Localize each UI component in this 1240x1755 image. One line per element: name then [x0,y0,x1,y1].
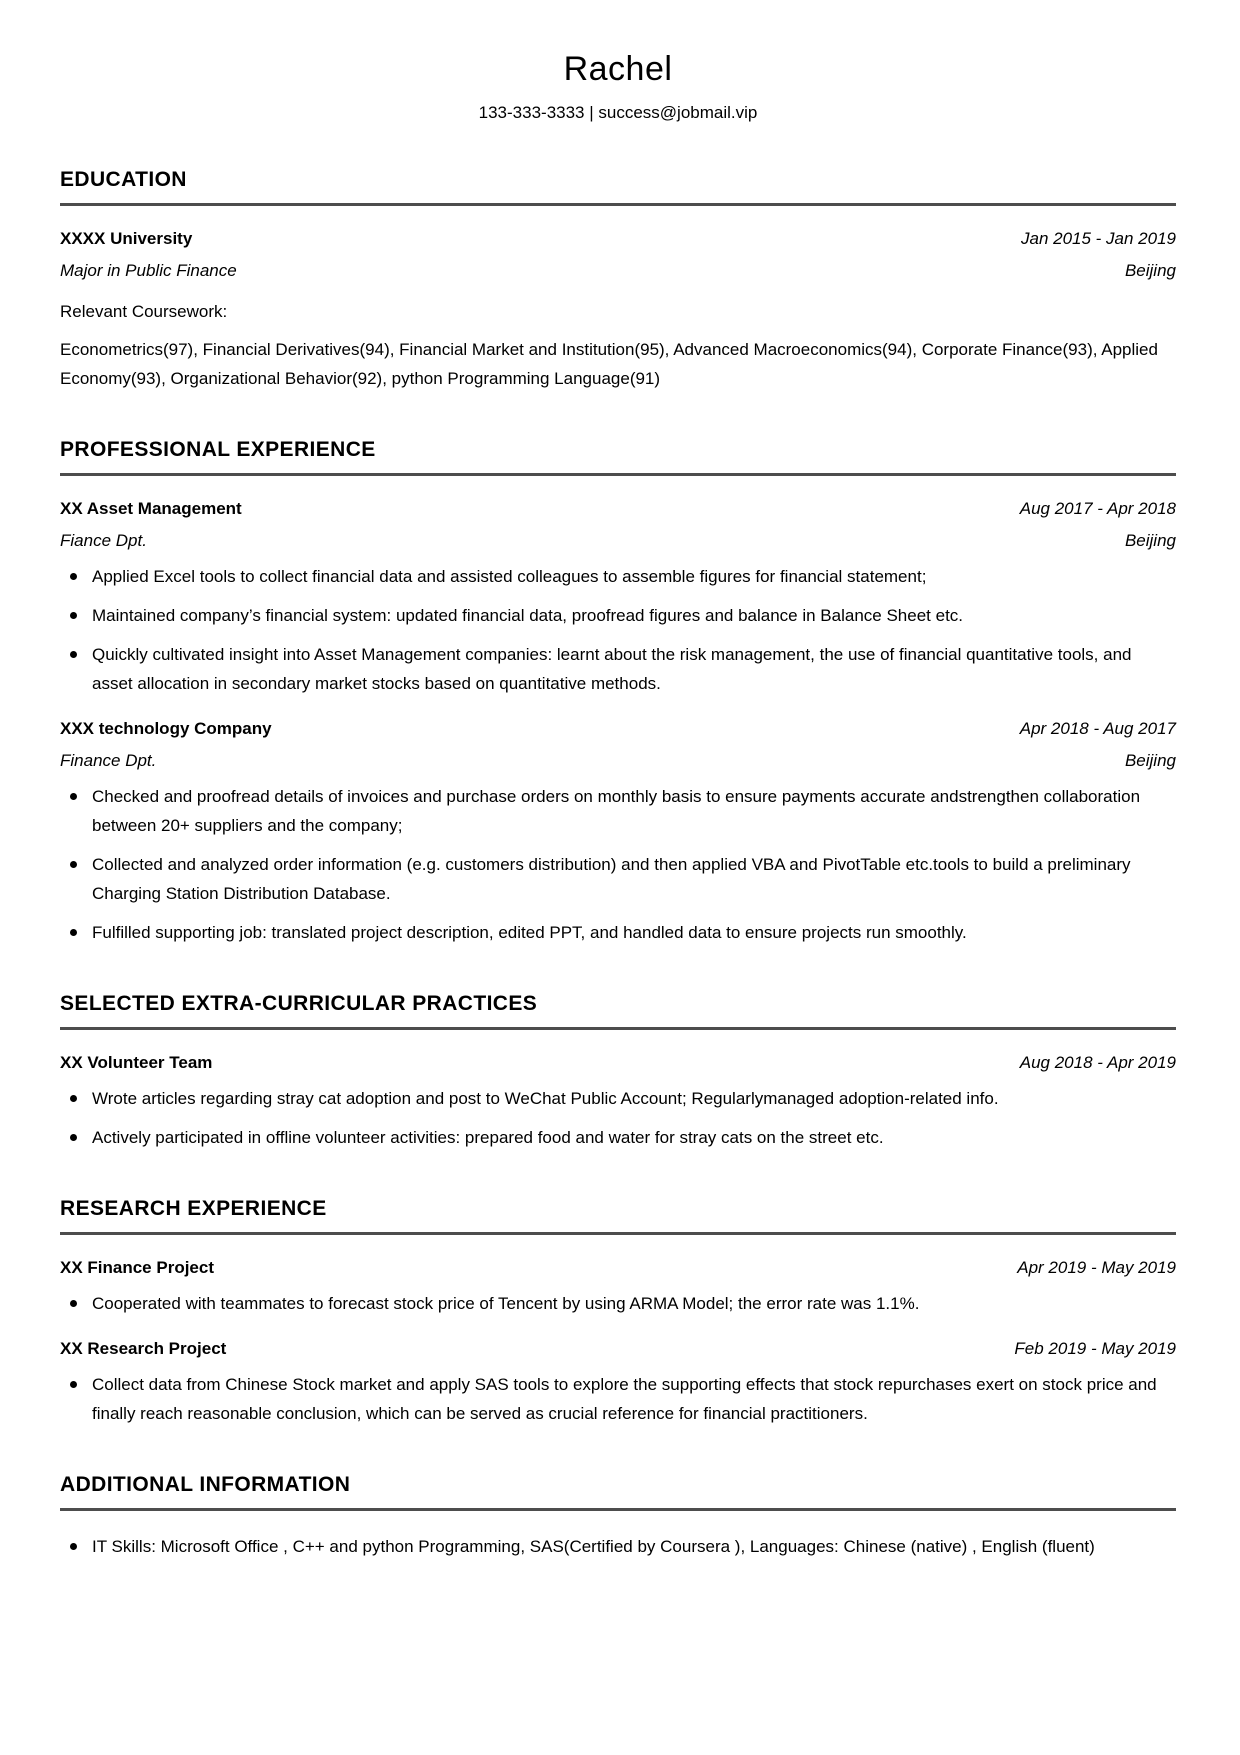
bullet-dot-icon [70,1543,77,1550]
department: Finance Dpt. [60,751,157,770]
bullet-text: Collected and analyzed order information (e.g. customers distribution) and then applied VBA and PivotTable etc.tools to build a preliminary Charging Station Distribution Database. [92,855,1131,903]
experience-entry [60,497,1176,698]
section-additional-information [60,1473,1176,1561]
section-body-extra-curricular [60,1030,1176,1152]
bullet-dot-icon [70,929,77,936]
project-name: XX Research Project [60,1339,227,1358]
section-heading-professional-experience: PROFESSIONAL EXPERIENCE [60,438,1176,476]
section-research-experience [60,1197,1176,1428]
bullet-text: Maintained company’s financial system: updated financial data, proofread figures and balance in Balance Sheet etc. [92,606,964,625]
extra-curricular-entry [60,1051,1176,1152]
bullet-item [60,601,1176,630]
major: Major in Public Finance [60,261,237,280]
resume-header [60,50,1176,123]
entry-subtitle-row [60,529,1176,552]
section-education [60,168,1176,393]
entry-title-row [60,1337,1176,1360]
experience-location: Beijing [1124,751,1176,770]
company-name: XXX technology Company [60,719,272,738]
bullet-item [60,918,1176,947]
bullet-item [60,1532,1176,1561]
bullet-item [60,640,1176,698]
bullet-item [60,562,1176,591]
section-body-additional-information [60,1511,1176,1561]
bullet-item [60,1123,1176,1152]
extra-curricular-dates: Aug 2018 - Apr 2019 [1019,1053,1176,1072]
organization-name: XX Volunteer Team [60,1053,213,1072]
bullet-text: Applied Excel tools to collect financial data and assisted colleagues to assemble figures for financial statement; [92,567,927,586]
entry-subtitle-row [60,259,1176,282]
section-extra-curricular [60,992,1176,1152]
bullet-dot-icon [70,1381,77,1388]
experience-dates: Aug 2017 - Apr 2018 [1019,499,1176,518]
school-name: XXXX University [60,229,193,248]
person-name: Rachel [563,50,673,88]
entry-title-row [60,717,1176,740]
entry-subtitle-row [60,749,1176,772]
experience-location: Beijing [1124,531,1176,550]
research-entry [60,1337,1176,1428]
contact-line: 133-333-3333 | success@jobmail.vip [478,103,758,122]
section-professional-experience [60,438,1176,947]
section-heading-additional-information: ADDITIONAL INFORMATION [60,1473,1176,1511]
section-body-research-experience [60,1235,1176,1428]
bullet-dot-icon [70,861,77,868]
bullet-text: Collect data from Chinese Stock market and apply SAS tools to explore the supporting effects that stock repurchases exert on stock price and finally reach reasonable conclusion, which can be served as crucial reference for financial practitioners. [92,1375,1157,1423]
research-entry [60,1256,1176,1318]
bullet-text: Wrote articles regarding stray cat adoption and post to WeChat Public Account; Regularlymanaged adoption-related info. [92,1089,999,1108]
section-body-professional-experience [60,476,1176,947]
department: Fiance Dpt. [60,531,147,550]
research-dates: Apr 2019 - May 2019 [1017,1258,1176,1277]
section-heading-education: EDUCATION [60,168,1176,206]
bullet-item [60,850,1176,908]
entry-title-row [60,227,1176,250]
bullet-dot-icon [70,1300,77,1307]
bullet-dot-icon [70,573,77,580]
experience-entry [60,717,1176,947]
bullet-dot-icon [70,793,77,800]
additional-information-entry [60,1532,1176,1561]
entry-title-row [60,497,1176,520]
section-heading-extra-curricular: SELECTED EXTRA-CURRICULAR PRACTICES [60,992,1176,1030]
bullet-text: Fulfilled supporting job: translated project description, edited PPT, and handled data to ensure projects run smoothly. [92,923,967,942]
project-name: XX Finance Project [60,1258,214,1277]
bullet-text: IT Skills: Microsoft Office , C++ and python Programming, SAS(Certified by Coursera ), Languages: Chinese (native) , English (fluent) [92,1537,1095,1556]
bullet-text: Actively participated in offline volunteer activities: prepared food and water for stray cats on the street etc. [92,1128,884,1147]
section-body-education [60,206,1176,393]
coursework-list: Econometrics(97), Financial Derivatives(94), Financial Market and Institution(95), Advanced Macroeconomics(94), Corporate Finance(93), Applied Economy(93), Organizational Behavior(92), python Programming Language(91) [60,340,1158,388]
entry-title-row [60,1051,1176,1074]
section-heading-research-experience: RESEARCH EXPERIENCE [60,1197,1176,1235]
bullet-dot-icon [70,1095,77,1102]
bullet-text: Cooperated with teammates to forecast stock price of Tencent by using ARMA Model; the error rate was 1.1%. [92,1294,920,1313]
bullet-dot-icon [70,651,77,658]
education-dates: Jan 2015 - Jan 2019 [1020,229,1176,248]
research-dates: Feb 2019 - May 2019 [1014,1339,1176,1358]
bullet-dot-icon [70,612,77,619]
bullet-dot-icon [70,1134,77,1141]
entry-title-row [60,1256,1176,1279]
bullet-text: Checked and proofread details of invoices and purchase orders on monthly basis to ensure payments accurate andstrengthen collaboration between 20+ suppliers and the company; [92,787,1141,835]
bullet-text: Quickly cultivated insight into Asset Management companies: learnt about the risk management, the use of financial quantitative tools, and asset allocation in secondary market stocks based on quantitative methods. [92,645,1132,693]
bullet-item [60,782,1176,840]
education-location: Beijing [1124,261,1176,280]
experience-dates: Apr 2018 - Aug 2017 [1019,719,1176,738]
education-entry [60,227,1176,393]
bullet-item [60,1289,1176,1318]
coursework-label: Relevant Coursework: [60,302,228,321]
bullet-item [60,1084,1176,1113]
bullet-item [60,1370,1176,1428]
company-name: XX Asset Management [60,499,242,518]
